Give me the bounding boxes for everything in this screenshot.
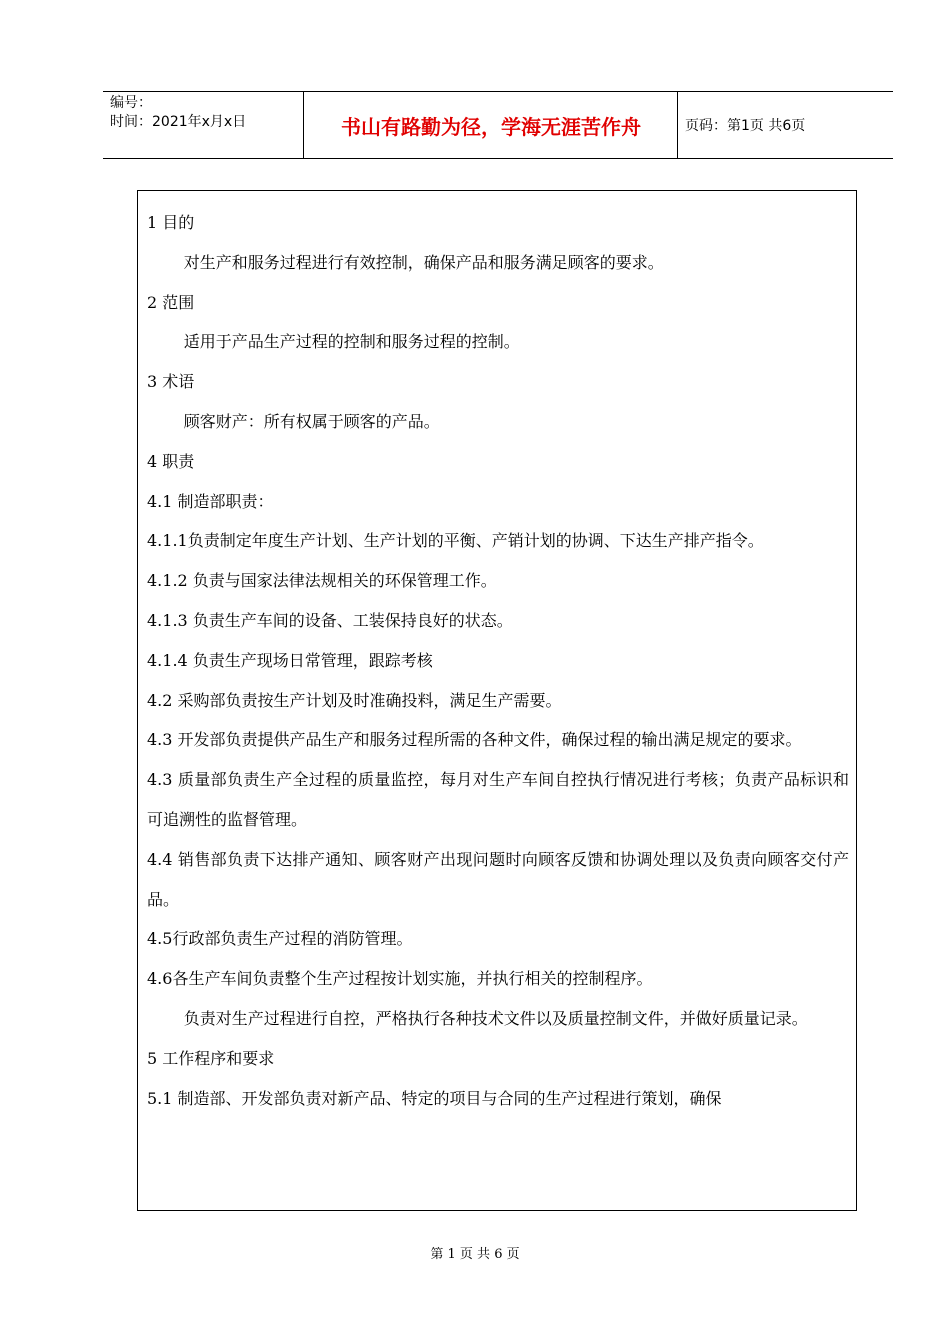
header-divider-right: [677, 91, 678, 158]
header-divider-left: [303, 91, 304, 158]
paragraph: 4.1.1负责制定年度生产计划、生产计划的平衡、产销计划的协调、下达生产排产指令。: [147, 531, 764, 551]
header-slogan: 书山有路勤为径，学海无涯苦作舟: [341, 115, 641, 139]
paragraph: 4.5行政部负责生产过程的消防管理。: [147, 929, 413, 949]
paragraph: 4.4 销售部负责下达排产通知、顾客财产出现问题时向顾客反馈和协调处理以及负责向顾客交付产品。: [147, 849, 849, 909]
header-page-number: 页码：第1页 共6页: [685, 118, 806, 134]
paragraph: 4.3 质量部负责生产全过程的质量监控，每月对生产车间自控执行情况进行考核；负责产品标识和可追溯性的监督管理。: [147, 770, 849, 829]
header-meta: [110, 94, 300, 132]
header-bottom-rule: [103, 158, 893, 159]
paragraph: 5.1 制造部、开发部负责对新产品、特定的项目与合同的生产过程进行策划，确保: [147, 1088, 722, 1108]
paragraph: 对生产和服务过程进行有效控制，确保产品和服务满足顾客的要求。: [183, 252, 664, 272]
paragraph: 4.1.3 负责生产车间的设备、工装保持良好的状态。: [147, 610, 513, 630]
document-number: 编号：: [110, 95, 152, 111]
document-body: [147, 203, 849, 1118]
paragraph: 4.6各生产车间负责整个生产过程按计划实施，并执行相关的控制程序。: [147, 969, 653, 989]
paragraph: 1 目的: [147, 213, 195, 232]
paragraph: 4.2 采购部负责按生产计划及时准确投料，满足生产需要。: [147, 690, 562, 710]
paragraph: 5 工作程序和要求: [147, 1048, 275, 1068]
paragraph: 适用于产品生产过程的控制和服务过程的控制。: [183, 332, 520, 352]
document-date: 时间：2021年x月x日: [110, 114, 247, 130]
paragraph: 4.1 制造部职责：: [147, 491, 274, 511]
paragraph: 负责对生产过程进行自控，严格执行各种技术文件以及质量控制文件，并做好质量记录。: [183, 1008, 808, 1028]
page-footer: 第 1 页 共 6 页: [430, 1247, 520, 1262]
paragraph: 顾客财产：所有权属于顾客的产品。: [183, 411, 440, 431]
paragraph: 4 职责: [147, 451, 195, 471]
paragraph: 3 术语: [147, 372, 195, 392]
header-top-rule: [103, 91, 893, 92]
paragraph: 4.1.4 负责生产现场日常管理，跟踪考核: [147, 650, 433, 670]
paragraph: 4.1.2 负责与国家法律法规相关的环保管理工作。: [147, 571, 497, 591]
content-frame: [137, 190, 857, 1211]
paragraph: 2 范围: [147, 292, 195, 312]
paragraph: 4.3 开发部负责提供产品生产和服务过程所需的各种文件，确保过程的输出满足规定的要求。: [147, 730, 802, 750]
